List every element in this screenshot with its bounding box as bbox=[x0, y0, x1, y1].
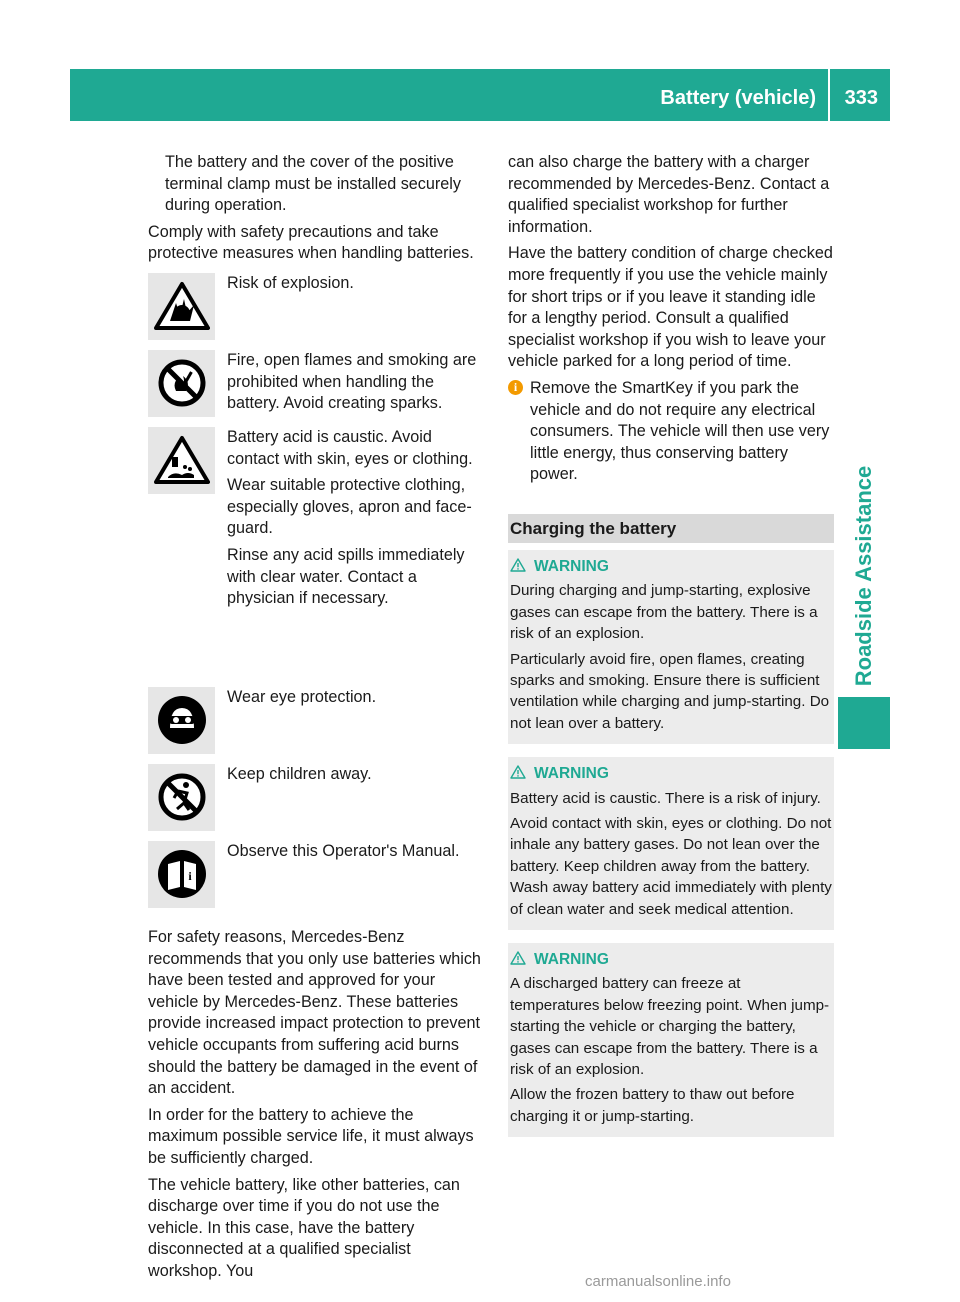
symbol-line: Fire, open flames and smoking are prohibited when handling the battery. Avoid creating sparks. bbox=[227, 350, 477, 413]
symbol-row bbox=[148, 427, 483, 687]
warning-title bbox=[510, 763, 832, 784]
symbol-line: Keep children away. bbox=[227, 764, 372, 783]
warning-label: WARNING bbox=[534, 765, 609, 783]
warning-box bbox=[508, 550, 834, 744]
body-paragraph: The vehicle battery, like other batteries, can discharge over time if you do not use the vehicle. In this case, have the battery disconnected at a qualified specialist workshop. You bbox=[148, 1175, 460, 1280]
warning-title bbox=[510, 556, 832, 577]
info-text: Remove the SmartKey if you park the vehicle and do not require any electrical consumers. The vehicle will then use very little energy, thus conserving battery power. bbox=[530, 378, 830, 484]
no-fire-smoking-icon bbox=[148, 350, 215, 417]
symbol-line: Wear eye protection. bbox=[227, 687, 377, 706]
header-title: Battery (vehicle) bbox=[660, 87, 816, 109]
explosion-warning-icon bbox=[148, 273, 215, 340]
operator-manual-icon bbox=[148, 841, 215, 908]
right-column bbox=[508, 152, 834, 1150]
acid-caustic-icon bbox=[148, 427, 215, 494]
symbol-row bbox=[148, 687, 483, 764]
warning-text: Battery acid is caustic. There is a risk of injury. bbox=[510, 789, 821, 807]
warning-text: Allow the frozen battery to thaw out before charging it or jump-starting. bbox=[510, 1086, 795, 1125]
svg-text:i: i bbox=[187, 869, 192, 884]
body-paragraph: can also charge the battery with a charger recommended by Mercedes-Benz. Contact a qualified specialist workshop for further information. bbox=[508, 153, 830, 236]
symbol-text bbox=[227, 273, 485, 300]
info-icon: i bbox=[508, 380, 523, 395]
warning-box bbox=[508, 757, 834, 930]
comply-paragraph: Comply with safety precautions and take protective measures when handling batteries. bbox=[148, 222, 474, 263]
warning-title bbox=[510, 949, 832, 970]
warning-text: Particularly avoid fire, open flames, creating sparks and smoking. Ensure there is sufficient ventilation while charging and jump-starting. Do not lean over a battery. bbox=[510, 650, 830, 732]
warning-triangle-icon bbox=[510, 765, 526, 779]
page-header bbox=[70, 69, 890, 121]
symbol-row bbox=[148, 350, 483, 427]
warning-triangle-icon bbox=[510, 558, 526, 572]
side-tab-label: Roadside Assistance bbox=[851, 465, 876, 687]
warning-label: WARNING bbox=[534, 951, 609, 968]
page-number: 333 bbox=[844, 87, 878, 109]
symbol-line: Battery acid is caustic. Avoid contact with skin, eyes or clothing. bbox=[227, 427, 473, 468]
symbol-row bbox=[148, 841, 483, 927]
warning-text: A discharged battery can freeze at temperatures below freezing point. When jump-starting the vehicle or charging the battery, gases can escape from the battery. There is a risk of an explosion. bbox=[510, 975, 830, 1079]
section-title: Charging the battery bbox=[510, 518, 677, 538]
symbol-row bbox=[148, 764, 483, 841]
info-note bbox=[508, 378, 834, 486]
keep-children-away-icon bbox=[148, 764, 215, 831]
body-paragraph: Have the battery condition of charge checked more frequently if you use the vehicle mainly for short trips or if you leave it standing idle for a lengthy period. Consult a qualified specialist workshop if you wish to leave your vehicle parked for a long period of time. bbox=[508, 244, 833, 371]
eye-protection-icon bbox=[148, 687, 215, 754]
left-column bbox=[148, 152, 483, 1287]
body-paragraph: In order for the battery to achieve the maximum possible service life, it must always be sufficiently charged. bbox=[148, 1105, 474, 1167]
body-paragraph: For safety reasons, Mercedes-Benz recommends that you only use batteries which have been tested and approved for your vehicle by Mercedes-Benz. These batteries provide increased impact protection to prevent vehicle occupants from suffering acid burns should the battery be damaged in the event of an accident. bbox=[148, 927, 481, 1098]
symbol-text bbox=[227, 350, 485, 420]
intro-paragraph: The battery and the cover of the positive terminal clamp must be installed securely during operation. bbox=[165, 153, 461, 215]
warning-box bbox=[508, 943, 834, 1137]
side-tab bbox=[838, 460, 890, 692]
warning-text: During charging and jump-starting, explosive gases can escape from the battery. There is a risk of an explosion. bbox=[510, 582, 818, 643]
symbol-line: Rinse any acid spills immediately with clear water. Contact a physician if necessary. bbox=[227, 545, 465, 608]
symbol-line: Observe this Operator's Manual. bbox=[227, 841, 460, 860]
symbol-row bbox=[148, 273, 483, 350]
symbol-line: Wear suitable protective clothing, especially gloves, apron and face-guard. bbox=[227, 476, 472, 538]
section-heading bbox=[508, 514, 834, 543]
header-divider bbox=[828, 69, 830, 121]
symbol-text bbox=[227, 841, 485, 868]
side-tab-marker bbox=[838, 697, 890, 749]
symbol-text bbox=[227, 427, 485, 615]
symbol-line: Risk of explosion. bbox=[227, 273, 354, 292]
symbol-text bbox=[227, 687, 485, 714]
symbol-text bbox=[227, 764, 485, 791]
watermark: carmanualsonline.info bbox=[585, 1273, 731, 1290]
warning-text: Avoid contact with skin, eyes or clothing. Do not inhale any battery gases. Do not lean over the battery. Keep children away from the battery. Wash away battery acid immediately with plenty of clean water and seek medical attention. bbox=[510, 814, 832, 918]
warning-label: WARNING bbox=[534, 557, 609, 575]
warning-triangle-icon bbox=[510, 951, 526, 965]
